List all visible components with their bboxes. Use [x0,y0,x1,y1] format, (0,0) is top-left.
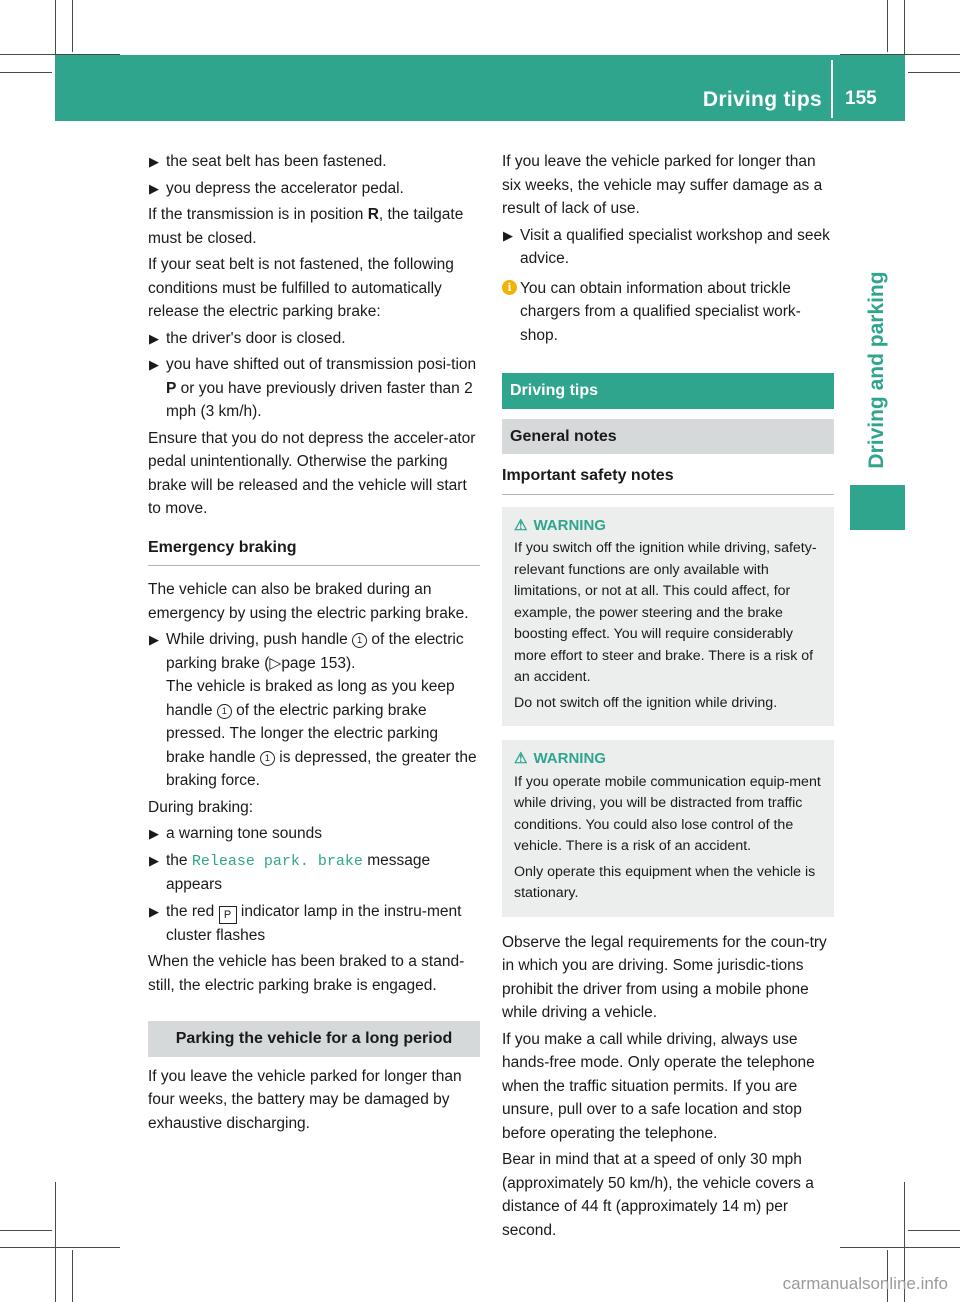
warning-triangle-icon: ⚠︎ [514,516,528,534]
warning-text: If you switch off the ignition while driving, safety-relevant functions are only available with limitations, or not at all. This could affect, for example, the power steering and the brake boosting effect. You will require considerably more effort to steer and brake. There is a risk of an accident. [514,540,817,685]
warning-text: If you operate mobile communication equip-ment while driving, you will be distracted from traffic conditions. You could also lose control of the vehicle. There is a risk of an accident. [514,773,821,854]
warning-title: ⚠︎ WARNING [514,516,606,534]
warning-triangle-icon: ⚠︎ [514,750,528,767]
warning-box [502,740,834,917]
handle-callout-icon: 1 [352,633,367,648]
crop-mark [55,1182,56,1302]
info-icon: i [502,280,517,295]
bullet-r-icon: ▶︎ [149,330,159,346]
list-item: ▶︎ a warning tone sounds [148,822,480,846]
bullet-r-icon: ▶︎ [149,180,159,196]
list-item: ▶︎ the red P indicator lamp in the instru-ment cluster flashes [148,900,480,948]
page-ref-triangle-icon: ▷ [269,654,282,672]
left-column [148,150,480,1138]
footer-watermark: carmanualsonline.info [782,1274,948,1293]
paragraph: When the vehicle has been braked to a stand-still, the electric parking brake is engaged. [148,953,465,994]
list-item: ▶︎ the Release park. brake message appears [148,849,480,897]
list-item: ▶︎ you depress the accelerator pedal. [148,177,480,201]
page-number: 155 [845,88,877,109]
heading-important-safety-notes: Important safety notes [502,462,834,495]
warning-title: ⚠︎ WARNING [514,750,606,767]
paragraph: Ensure that you do not depress the acceler-ator pedal unintentionally. Otherwise the parking brake will be released and the vehicle will start to move. [148,429,476,517]
paragraph: Bear in mind that at a speed of only 30 mph (approximately 50 km/h), the vehicle covers a distance of 44 ft (approximately 14 m) per second. [502,1151,814,1239]
crop-mark [72,1250,73,1302]
paragraph: If the transmission is in position R, the tailgate must be closed. [148,206,464,247]
heading-parking-long-period: Parking the vehicle for a long period [148,1021,480,1057]
header-divider [831,60,833,118]
instruction-step: ▶ While driving, push handle 1 of the electric parking brake (▷page 153). The vehicle is braked as long as you keep handle 1 of the electric parking brake pressed. The longer the electric parking brake handle 1 is depressed, the greater the braking force. [148,628,480,793]
paragraph: If your seat belt is not fastened, the following conditions must be fulfilled to automatically release the electric parking brake: [148,256,454,320]
bullet-r-icon: ▶︎ [149,903,159,919]
crop-mark [0,72,52,73]
display-message: Release park. brake [191,852,363,870]
list-item: ▶︎ the seat belt has been fastened. [148,150,480,174]
subsection-heading-general-notes: General notes [502,419,834,455]
crop-mark [0,1247,120,1248]
paragraph: If you leave the vehicle parked for longer than six weeks, the vehicle may suffer damage as a result of lack of use. [502,153,823,217]
page-reference-link[interactable]: page 153). [281,654,356,672]
parking-brake-lamp-icon: P [219,906,237,924]
right-column [502,150,834,1245]
crop-mark [908,72,960,73]
crop-mark [840,1247,960,1248]
warning-text: Only operate this equipment when the vehicle is stationary. [514,863,816,901]
bullet-r-icon: ▶︎ [149,357,159,372]
instruction-step: ▶ Visit a qualified specialist workshop and seek advice. [502,224,834,271]
step-arrow-icon: ▶ [503,227,513,243]
bullet-r-icon: ▶︎ [149,154,159,169]
crop-mark [908,1230,960,1231]
list-item: ▶︎ the driver's door is closed. [148,327,480,351]
paragraph: If you leave the vehicle parked for longer than four weeks, the battery may be damaged by exhaustive discharging. [148,1067,462,1132]
crop-mark [887,0,888,52]
handle-callout-icon: 1 [217,704,232,719]
paragraph: If you make a call while driving, always use hands-free mode. Only operate the telephone when the traffic situation permits. If you are unsure, pull over to a safe location and stop before operating the telephone. [502,1030,815,1142]
bullet-r-icon: ▶︎ [149,852,159,868]
section-title: Driving tips [702,88,822,111]
list-item: ▶︎ you have shifted out of transmission posi-tion P or you have previously driven faster than 2 mph (3 km/h). [148,353,480,424]
info-note: i You can obtain information about trickle chargers from a qualified specialist work-shop. [502,277,834,348]
warning-box [502,507,834,727]
crop-mark [72,0,73,52]
paragraph: Observe the legal requirements for the coun-try in which you are driving. Some jurisdic-tions prohibit the driver from using a mobile phone while driving a vehicle. [502,933,827,1021]
paragraph: During braking: [148,798,254,816]
warning-text: Do not switch off the ignition while driving. [514,694,778,711]
bullet-r-icon: ▶︎ [149,826,159,841]
chapter-side-label: Driving and parking [865,271,888,469]
step-arrow-icon: ▶ [149,632,159,647]
section-heading-driving-tips: Driving tips [502,373,834,409]
heading-emergency-braking: Emergency braking [148,524,480,567]
paragraph: The vehicle can also be braked during an emergency by using the electric parking brake. [148,581,469,622]
crop-mark [0,1230,52,1231]
chapter-side-tab [850,485,905,530]
handle-callout-icon: 1 [260,751,275,766]
